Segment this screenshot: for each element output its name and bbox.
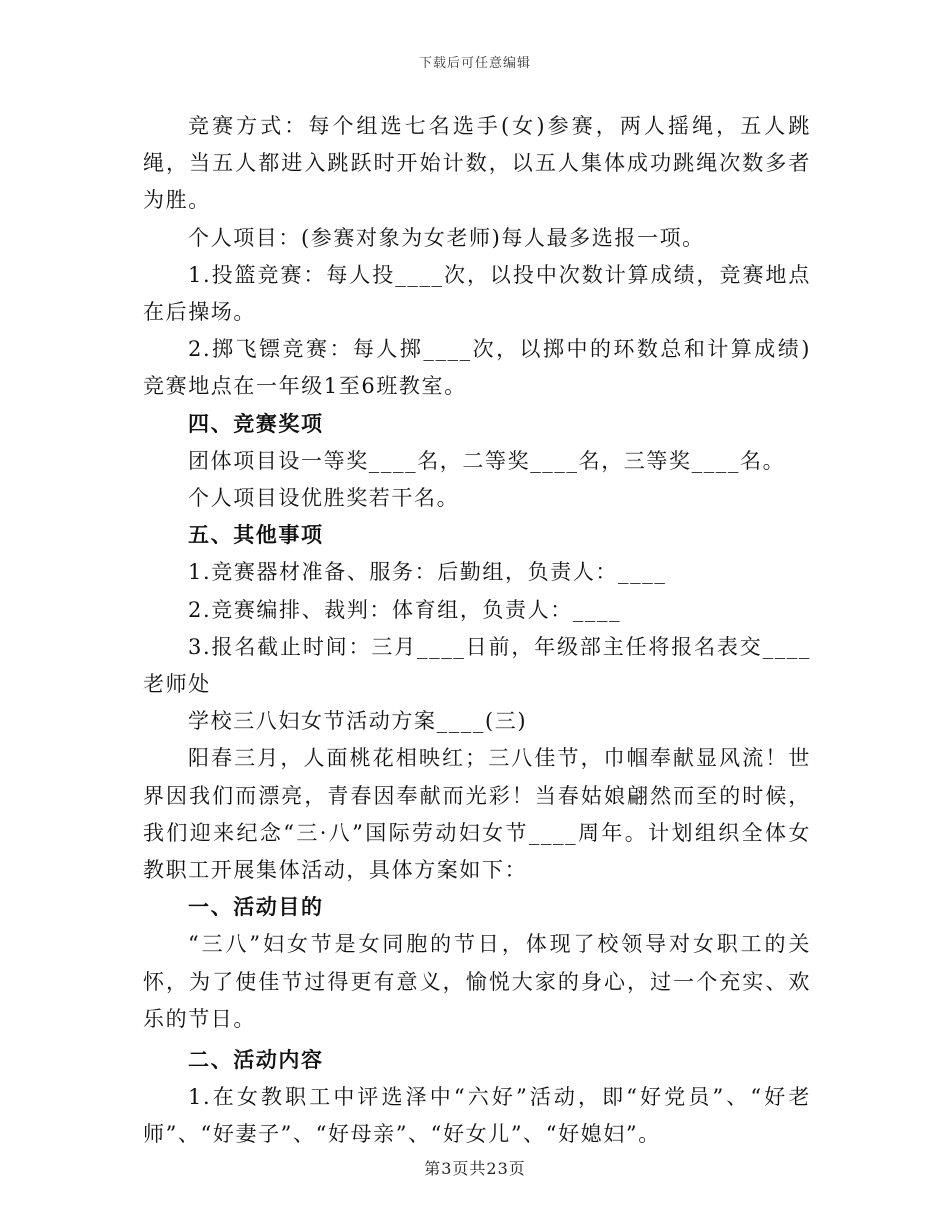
paragraph-purpose: “三八”妇女节是女同胞的节日，体现了校领导对女职工的关怀，为了使佳节过得更有意义，愉悦大家的身心，过一个充实、欢乐的节日。	[143, 932, 811, 1031]
paragraph-referee: 2.竞赛编排、裁判：体育组，负责人：____	[188, 597, 622, 622]
paragraph-darts: 2.掷飞镖竞赛：每人掷____次，以掷中的环数总和计算成绩)竞赛地点在一年级1至6班教室。	[143, 337, 811, 399]
paragraph-competition-method: 竞赛方式：每个组选七名选手(女)参赛，两人摇绳，五人跳绳，当五人都进入跳跃时开始计数，以五人集体成功跳绳次数多者为胜。	[143, 114, 811, 213]
paragraph-equipment: 1.竞赛器材准备、服务：后勤组，负责人：____	[188, 560, 667, 585]
section-heading-purpose: 一、活动目的	[188, 895, 324, 920]
document-body	[143, 108, 811, 1154]
paragraph-intro: 阳春三月，人面桃花相映红；三八佳节，巾帼奉献显风流！世界因我们而漂亮，青春因奉献而光彩！当春姑娘翩然而至的时候，我们迎来纪念“三·八”国际劳动妇女节____周年。计划组织全体女教职工开展集体活动，具体方案如下：	[143, 746, 811, 883]
paragraph-individual-awards: 个人项目设优胜奖若干名。	[188, 486, 460, 511]
paragraph-team-awards: 团体项目设一等奖____名，二等奖____名，三等奖____名。	[188, 448, 786, 473]
paragraph-six-good: 1.在女教职工中评选泽中“六好”活动，即“好党员”、“好老师”、“好妻子”、“好母亲”、“好女儿”、“好媳妇”。	[143, 1085, 811, 1147]
section-heading-awards: 四、竞赛奖项	[188, 411, 324, 436]
paragraph-plan-title: 学校三八妇女节活动方案____(三)	[188, 709, 528, 734]
section-heading-other: 五、其他事项	[188, 523, 324, 548]
paragraph-deadline: 3.报名截止时间：三月____日前，年级部主任将报名表交____老师处	[143, 634, 811, 697]
section-heading-content: 二、活动内容	[188, 1048, 324, 1073]
paragraph-individual-events: 个人项目：(参赛对象为女老师)每人最多选报一项。	[188, 225, 705, 250]
paragraph-basketball: 1.投篮竞赛：每人投____次，以投中次数计算成绩，竞赛地点在后操场。	[143, 262, 811, 325]
page-footer: 第3页共23页	[424, 1159, 526, 1178]
page-header: 下载后可任意编辑	[418, 56, 531, 71]
